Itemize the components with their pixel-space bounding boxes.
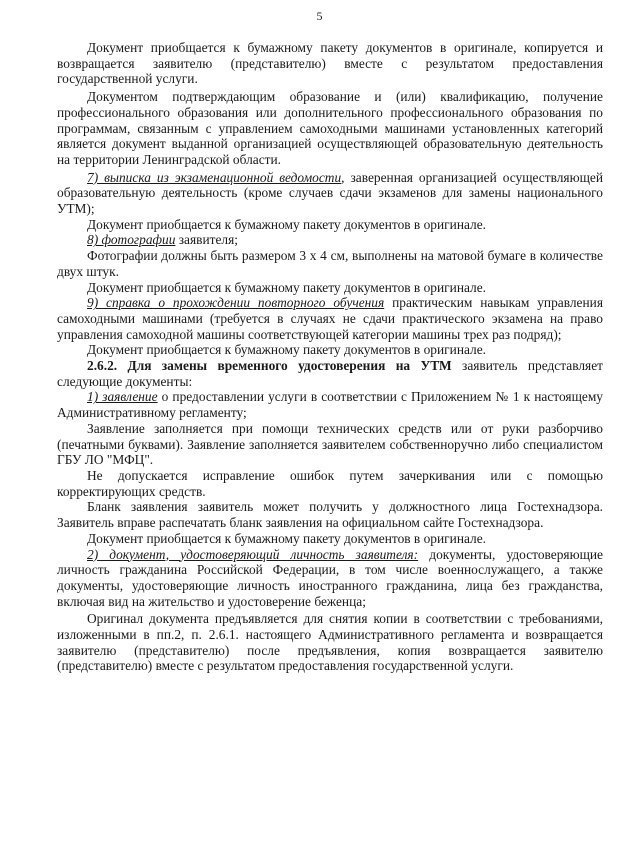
item-9 (57, 295, 603, 342)
item-7 (57, 170, 603, 217)
item-8 (57, 232, 603, 248)
sub-item-2 (57, 547, 603, 610)
document-body (57, 0, 603, 674)
sub-item-2-text: документы, удостоверяющие личность гражданина Российской Федерации, в том числе военнослужащего, а также документы, удостоверяющие личность иностранного гражданина, лица без гражданства, включая вид на жительство и удостоверение беженца; (57, 546, 603, 609)
paragraph-original-3: Документ приобщается к бумажному пакету документов в оригинале. (87, 342, 487, 358)
item-9-title: 9) справка о прохождении повторного обучения (87, 295, 385, 311)
paragraph-education-doc: Документом подтверждающим образование и (или) квалификацию, получение профессионального образования или дополнительного профессионального образования по программам, связанным с управлением самоходными машинами установленных категорий является документ выданной организацией осуществляющей образовательную деятельность на территории Ленинградской области. (57, 89, 603, 167)
paragraph-photo-requirements: Фотографии должны быть размером 3 х 4 см, выполнены на матовой бумаге в количестве двух штук. (57, 248, 603, 279)
item-8-text: заявителя; (175, 232, 238, 248)
paragraph-fill-rules: Заявление заполняется при помощи технических средств или от руки разборчиво (печатными буквами). Заявление заполняется заявителем собственноручно либо специалистом ГБУ ЛО "МФЦ". (57, 420, 603, 468)
sub-item-1-title: 1) заявление (87, 389, 158, 405)
paragraph-original-presented: Оригинал документа предъявляется для снятия копии в соответствии с требованиями, изложенными в пп.2, п. 2.6.1. настоящего Административного регламента и возвращается заявителю (представителю) после предъявления, копия возвращается заявителю (представителю) вместе с результатом предоставления государственной услуги. (57, 611, 603, 674)
item-7-text: , заверенная организацией осуществляющей образовательную деятельность (кроме случаев сдачи экзаменов для замены национального УТМ); (57, 169, 603, 217)
sub-item-2-title: 2) документ, удостоверяющий личность заявителя: (87, 546, 419, 562)
paragraph-no-corrections: Не допускается исправление ошибок путем зачеркивания или с помощью корректирующих средств. (57, 467, 603, 499)
section-2-6-2 (57, 358, 603, 389)
item-9-text: практическим навыкам управления самоходными машинами (требуется в случаях не сдачи практического экзамена на право управления самоходной машины соответствующей категории машины трех раз подряд); (57, 295, 603, 342)
section-2-6-2-title: 2.6.2. Для замены временного удостоверения на УТМ (87, 358, 452, 374)
item-8-title: 8) фотографии (87, 232, 176, 248)
sub-item-1 (57, 389, 603, 420)
page-number: 5 (316, 9, 323, 23)
paragraph-original-1: Документ приобщается к бумажному пакету документов в оригинале. (87, 216, 487, 232)
paragraph-original-2: Документ приобщается к бумажному пакету документов в оригинале. (87, 279, 487, 295)
sub-item-1-text: о предоставлении услуги в соответствии с Приложением № 1 к настоящему Административному регламенту; (57, 389, 603, 421)
paragraph-original-copy: Документ приобщается к бумажному пакету документов в оригинале, копируется и возвращается заявителю (представителю) вместе с результатом предоставления государственной услуги. (57, 40, 603, 87)
item-7-title: 7) выписка из экзаменационной ведомости (87, 169, 342, 185)
paragraph-form-blank: Бланк заявления заявитель может получить у должностного лица Гостехнадзора. Заявитель вправе распечатать бланк заявления на официальном сайте Гостехнадзора. (57, 499, 603, 531)
section-2-6-2-text: заявитель представляет следующие документы: (57, 358, 603, 389)
paragraph-original-4: Документ приобщается к бумажному пакету документов в оригинале. (87, 530, 487, 546)
